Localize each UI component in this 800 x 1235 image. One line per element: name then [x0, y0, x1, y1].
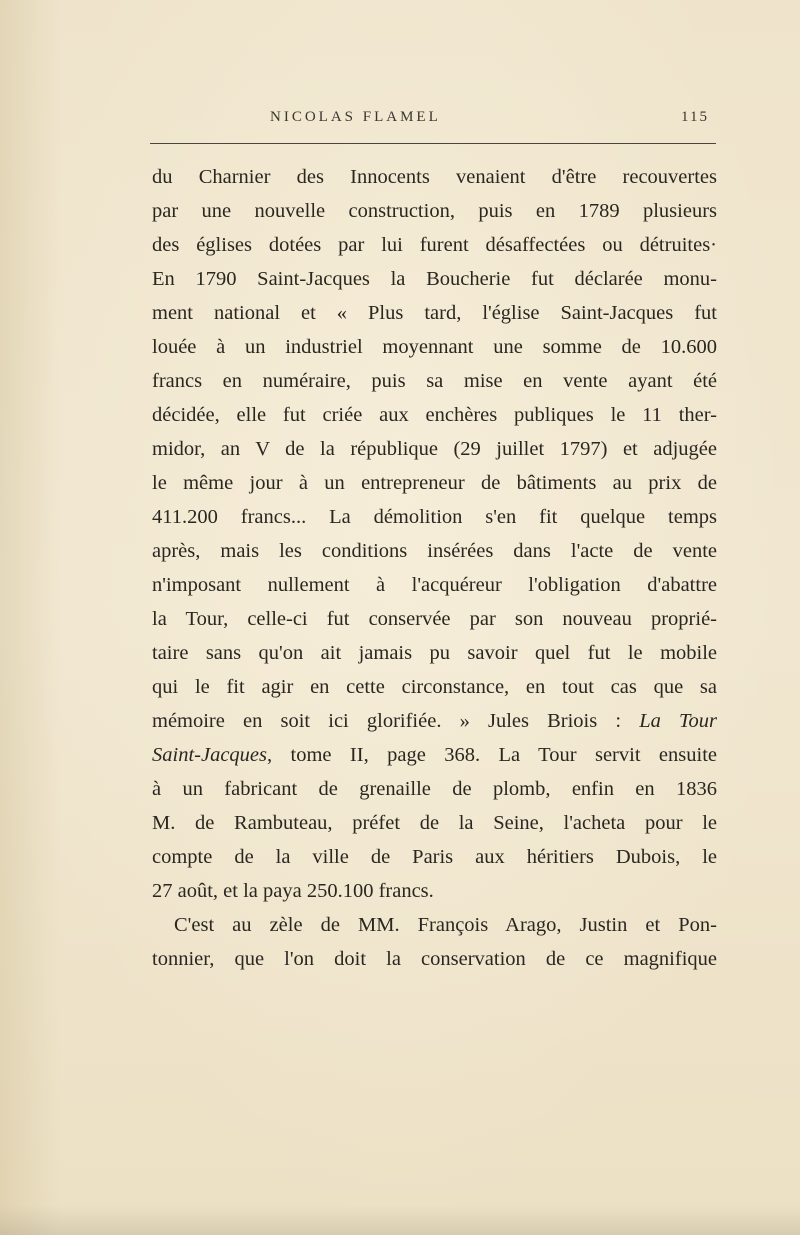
text-line: 411.200 francs... La démolition s'en fit quelque temps: [152, 506, 717, 528]
text-line: décidée, elle fut criée aux enchères publiques le 11 ther-: [152, 404, 717, 426]
text-line: louée à un industriel moyennant une somme de 10.600: [152, 336, 717, 358]
text-line-with-citation: [152, 738, 717, 772]
header-rule: [150, 143, 716, 144]
text-line: qui le fit agir en cette circonstance, en tout cas que sa: [152, 676, 717, 698]
text-line: la Tour, celle-ci fut conservée par son nouveau proprié-: [152, 608, 717, 630]
text-line: à un fabricant de grenaille de plomb, enfin en 1836: [152, 778, 717, 800]
citation-title-part1: La Tour: [639, 710, 717, 732]
citation-tail: , tome II, page 368. La Tour servit ensuite: [267, 744, 717, 766]
text-line: le même jour à un entrepreneur de bâtiments au prix de: [152, 472, 717, 494]
text-line: du Charnier des Innocents venaient d'être recouvertes: [152, 166, 717, 188]
body-text: [152, 160, 717, 976]
text-line: compte de la ville de Paris aux héritiers Dubois, le: [152, 846, 717, 868]
running-title: NICOLAS FLAMEL: [270, 109, 441, 125]
page-edge-shadow: [0, 0, 60, 1235]
text-line-with-citation: [152, 704, 717, 738]
text-line: après, mais les conditions insérées dans l'acte de vente: [152, 540, 717, 562]
text-line: M. de Rambuteau, préfet de la Seine, l'acheta pour le: [152, 812, 717, 834]
text-line: En 1790 Saint-Jacques la Boucherie fut déclarée monu-: [152, 268, 717, 290]
text-line-paragraph-end: 27 août, et la paya 250.100 francs.: [152, 880, 434, 902]
citation-title-part2: Saint-Jacques: [152, 744, 267, 766]
page-header: [150, 103, 715, 133]
text-line: tonnier, que l'on doit la conservation de ce magnifique: [152, 948, 717, 970]
page-bottom-shadow: [0, 1205, 800, 1235]
text-line: des églises dotées par lui furent désaffectées ou détruites·: [152, 234, 717, 256]
text-line: par une nouvelle construction, puis en 1789 plusieurs: [152, 200, 717, 222]
text-line: taire sans qu'on ait jamais pu savoir quel fut le mobile: [152, 642, 717, 664]
text-line: ment national et « Plus tard, l'église Saint-Jacques fut: [152, 302, 717, 324]
text-line: francs en numéraire, puis sa mise en vente ayant été: [152, 370, 717, 392]
page-number: 115: [681, 109, 709, 125]
text-line-paragraph-start: C'est au zèle de MM. François Arago, Justin et Pon-: [174, 914, 717, 936]
text-line: midor, an V de la république (29 juillet 1797) et adjugée: [152, 438, 717, 460]
text-line: n'imposant nullement à l'acquéreur l'obligation d'abattre: [152, 574, 717, 596]
citation-lead: mémoire en soit ici glorifiée. » Jules Briois :: [152, 710, 622, 732]
